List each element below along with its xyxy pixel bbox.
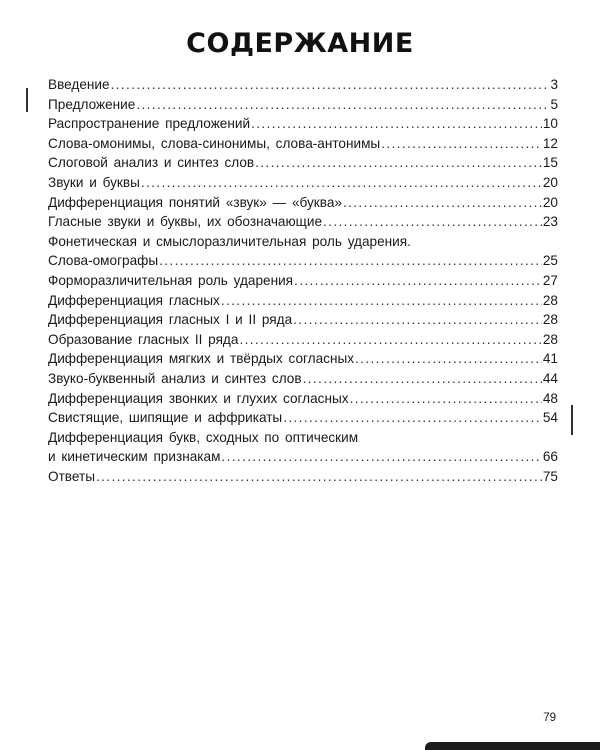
toc-entry-title: Гласные звуки и буквы, их обозначающие bbox=[48, 214, 323, 230]
toc-leader-dots bbox=[293, 310, 542, 330]
toc-entry-page: 20 bbox=[542, 174, 558, 190]
toc-entry-page: 28 bbox=[542, 331, 558, 347]
toc-entry-title: Слоговой анализ и синтез слов bbox=[48, 155, 255, 171]
toc-entry-page: 75 bbox=[542, 468, 558, 484]
toc-entry-page: 20 bbox=[542, 194, 558, 210]
toc-leader-dots bbox=[251, 114, 542, 134]
toc-entry bbox=[48, 153, 558, 173]
toc-leader-dots bbox=[303, 369, 542, 389]
toc-leader-dots bbox=[141, 173, 542, 193]
toc-leader-dots bbox=[239, 330, 541, 350]
toc-leader-dots bbox=[323, 212, 542, 232]
toc-leader-dots bbox=[221, 291, 542, 311]
toc-entry-title: Звуки и буквы bbox=[48, 174, 140, 190]
toc-entry-title: Дифференциация понятий «звук» — «буква» bbox=[48, 194, 342, 210]
toc-entry bbox=[48, 134, 558, 154]
toc-entry-title: Слова-омонимы, слова-синонимы, слова-антонимы bbox=[48, 135, 381, 151]
toc-entry bbox=[48, 193, 558, 213]
toc-entry bbox=[48, 271, 558, 291]
toc-entry-title-line: Фонетическая и смыслоразличительная роль ударения. bbox=[48, 233, 411, 249]
page-title: СОДЕРЖАНИЕ bbox=[186, 28, 414, 59]
toc-entry bbox=[48, 467, 558, 487]
toc-entry-page: 66 bbox=[542, 449, 558, 465]
scan-edge-shadow bbox=[425, 742, 600, 750]
toc-entry-title: Распространение предложений bbox=[48, 116, 251, 132]
toc-entry-page: 15 bbox=[542, 155, 558, 171]
toc-entry-page: 25 bbox=[542, 253, 558, 269]
toc-entry bbox=[48, 173, 558, 193]
toc-entry-page: 12 bbox=[542, 135, 558, 151]
toc-leader-dots bbox=[355, 349, 542, 369]
toc-entry-title: Дифференциация звонких и глухих согласных bbox=[48, 390, 349, 406]
toc-entry bbox=[48, 369, 558, 389]
toc-leader-dots bbox=[283, 408, 542, 428]
toc-leader-dots bbox=[111, 75, 550, 95]
toc-entry-page: 44 bbox=[542, 370, 558, 386]
toc-entry-page: 41 bbox=[542, 351, 558, 367]
toc-entry-title: Свистящие, шипящие и аффрикаты bbox=[48, 410, 283, 426]
toc-entry bbox=[48, 95, 558, 115]
toc-leader-dots bbox=[381, 134, 542, 154]
toc-entry bbox=[48, 75, 558, 95]
toc-entry-title: Слова-омографы bbox=[48, 253, 159, 269]
toc-entry-title: Дифференциация гласных I и II ряда bbox=[48, 312, 293, 328]
toc-entry bbox=[48, 447, 558, 467]
toc-entry-page: 27 bbox=[542, 272, 558, 288]
toc-leader-dots bbox=[159, 251, 542, 271]
toc-entry-page: 3 bbox=[550, 77, 558, 92]
toc-entry-page: 23 bbox=[542, 214, 558, 230]
toc-entry bbox=[48, 114, 558, 134]
toc-entry-page: 48 bbox=[542, 390, 558, 406]
toc-entry-page: 28 bbox=[542, 292, 558, 308]
toc-leader-dots bbox=[96, 467, 542, 487]
toc-entry bbox=[48, 291, 558, 311]
table-of-contents bbox=[48, 75, 558, 486]
toc-entry bbox=[48, 408, 558, 428]
toc-entry-title: Форморазличительная роль ударения bbox=[48, 272, 294, 288]
toc-entry-title: и кинетическим признакам bbox=[48, 449, 221, 465]
toc-leader-dots bbox=[343, 193, 542, 213]
toc-leader-dots bbox=[136, 95, 549, 115]
toc-leader-dots bbox=[255, 153, 542, 173]
toc-leader-dots bbox=[294, 271, 542, 291]
toc-entry bbox=[48, 212, 558, 232]
toc-entry bbox=[48, 330, 558, 350]
toc-entry-title: Звуко-буквенный анализ и синтез слов bbox=[48, 370, 302, 386]
toc-entry-title: Дифференциация гласных bbox=[48, 292, 220, 308]
toc-entry bbox=[48, 251, 558, 271]
scan-artifact-mark bbox=[571, 405, 573, 435]
toc-entry-title-line: Дифференциация букв, сходных по оптическим bbox=[48, 429, 359, 445]
toc-entry-title: Дифференциация мягких и твёрдых согласных bbox=[48, 351, 355, 367]
toc-entry-title: Предложение bbox=[48, 96, 136, 112]
toc-leader-dots bbox=[221, 447, 541, 467]
page-number: 79 bbox=[543, 712, 556, 724]
toc-entry-title: Образование гласных II ряда bbox=[48, 331, 239, 347]
toc-entry-page: 28 bbox=[542, 312, 558, 328]
toc-entry bbox=[48, 349, 558, 369]
toc-entry-title: Введение bbox=[48, 77, 110, 92]
toc-entry bbox=[48, 389, 558, 409]
toc-entry bbox=[48, 310, 558, 330]
toc-entry-page: 54 bbox=[542, 410, 558, 426]
scan-artifact-mark bbox=[26, 88, 28, 112]
toc-entry-page: 10 bbox=[542, 116, 558, 132]
toc-leader-dots bbox=[350, 389, 542, 409]
toc-entry-page: 5 bbox=[550, 96, 558, 112]
toc-entry-title: Ответы bbox=[48, 468, 95, 484]
